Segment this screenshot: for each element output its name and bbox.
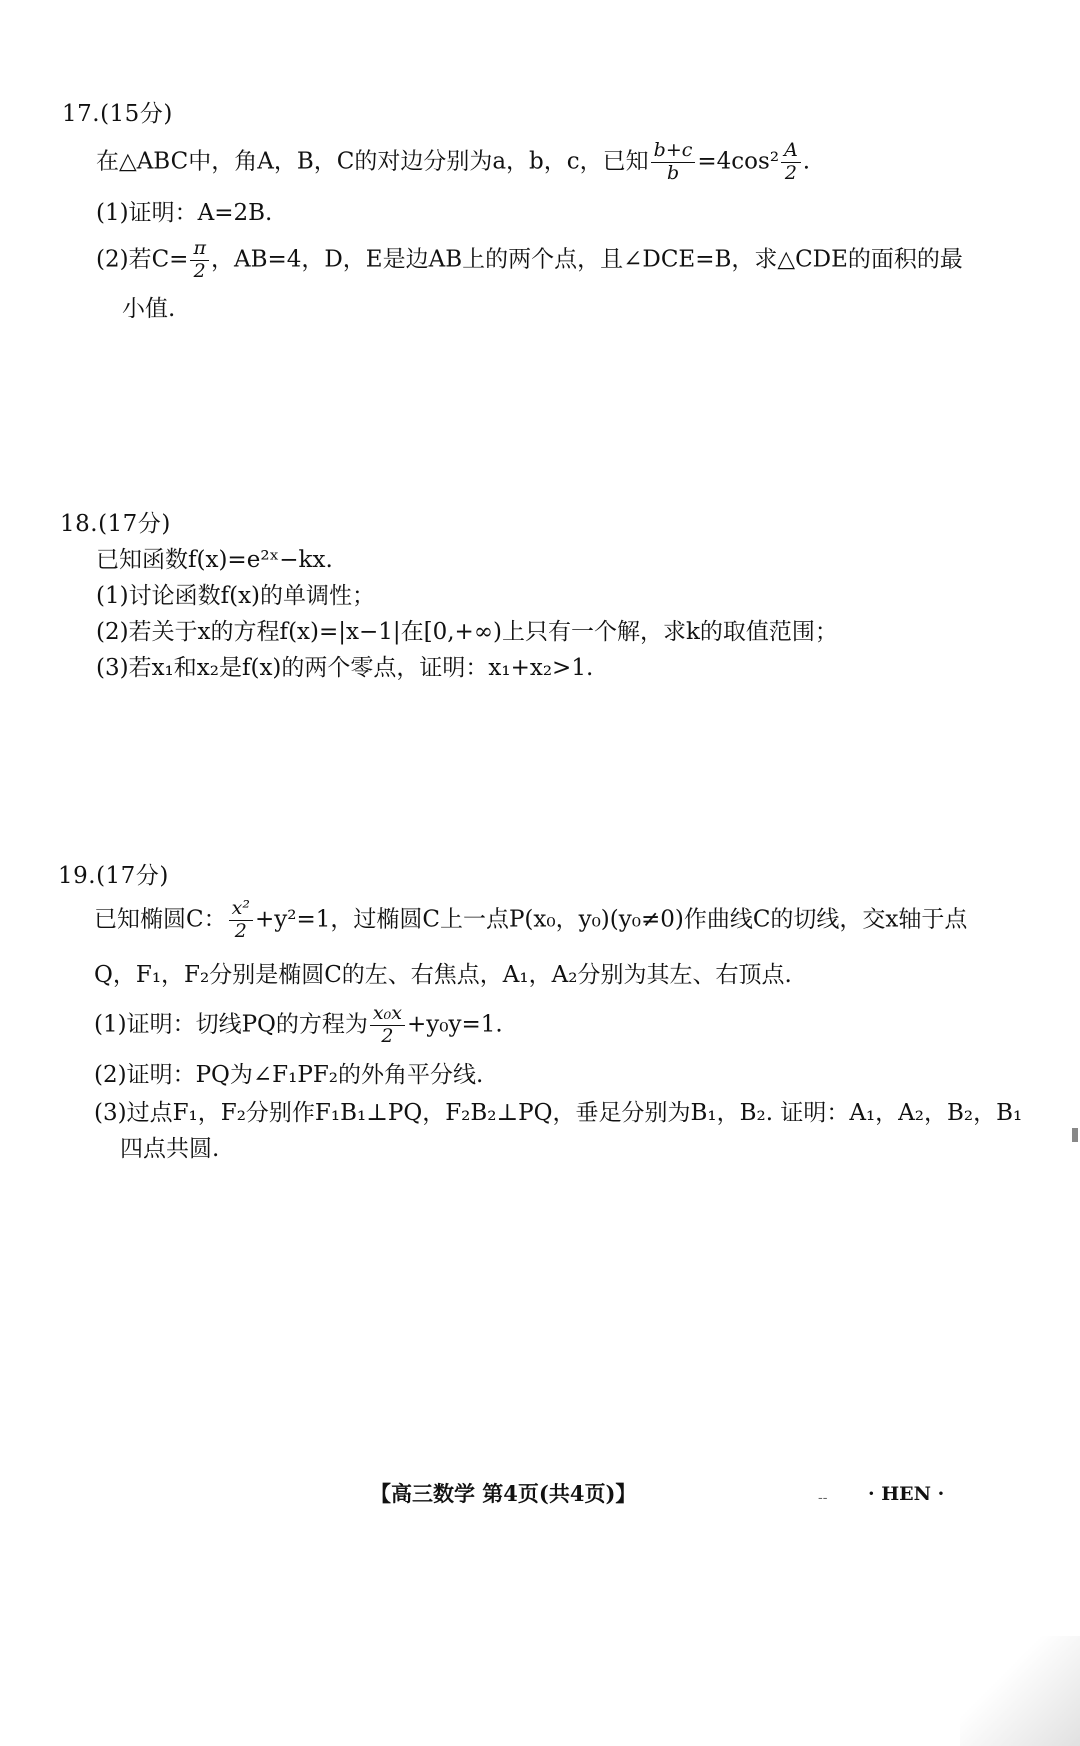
q19-number: 19. [58,863,97,889]
q19-part3: (3)过点F₁，F₂分别作F₁B₁⊥PQ，F₂B₂⊥PQ，垂足分别为B₁，B₂. 证明：A₁，A₂，B₂，B₁ [94,1100,1023,1126]
q18-part3: (3)若x₁和x₂是f(x)的两个零点，证明：x₁+x₂>1. [96,655,594,681]
q17-part2: (2)若C= $\frac{\pi}{2}$ ，AB=4，D，E是边AB上的两个点，且∠DCE=B，求△CDE的面积的最 [96,237,963,282]
q17-stem-text: 在△ABC中，角A，B，C的对边分别为a，b，c，已知 [96,148,649,175]
scan-edge-mark [1072,1128,1078,1142]
q17-part2-continued: 小值. [122,296,176,322]
q17-fraction-a-over-2: $\frac{A}{2}$ [781,140,801,185]
q19-fraction-x0x-over-2: $\frac{\text{x₀x}}{2}$ [370,1003,405,1048]
footer-tag: · HEN · [868,1483,945,1505]
q17-part1: (1)证明：A=2B. [96,200,273,226]
q18-stem: 已知函数f(x)=e²ˣ−kx. [96,547,333,573]
q19-part1: (1)证明：切线PQ的方程为 $\frac{\text{x₀x}}{2}$ +y₀y=1. [94,1002,503,1047]
q18-number: 18. [60,511,99,537]
q19-stem: 已知椭圆C： $\frac{\text{x²}}{2}$ +y²=1，过椭圆C上一点P(x₀，y₀)(y₀≠0)作曲线C的切线，交x轴于点 [94,897,968,942]
scan-edge-shadow [960,1636,1080,1746]
q19-fraction-x2-over-2: $\frac{\text{x²}}{2}$ [229,898,253,943]
q19-points: (17分) [96,863,169,889]
q19-part2: (2)证明：PQ为∠F₁PF₂的外角平分线. [94,1062,484,1088]
q19-header [58,857,169,890]
q17-stem: 在△ABC中，角A，B，C的对边分别为a，b，c，已知 $\frac{b+c}{b}$ =4cos² $\frac{A}{2}$ . [96,139,811,184]
q17-header [62,95,173,128]
q19-stem-continued: Q，F₁，F₂分别是椭圆C的左、右焦点，A₁，A₂分别为其左、右顶点. [94,962,792,988]
q18-part1: (1)讨论函数f(x)的单调性； [96,583,376,609]
q18-part2: (2)若关于x的方程f(x)=|x−1|在[0,+∞)上只有一个解，求k的取值范围； [96,619,838,645]
q18-header [60,505,171,538]
q17-number: 17. [62,101,101,127]
page-footer: 【高三数学 第4页(共4页)】 [370,1481,637,1506]
q17-stem-mid: =4cos² [697,148,780,175]
q17-points: (15分) [100,101,173,127]
q17-fraction-bc-over-b: $\frac{b+c}{b}$ [651,140,696,185]
q18-points: (17分) [98,511,171,537]
q19-part3-continued: 四点共圆. [120,1136,220,1162]
footer-dash: -- [818,1490,828,1506]
q17-fraction-pi-over-2: $\frac{\pi}{2}$ [190,238,209,283]
